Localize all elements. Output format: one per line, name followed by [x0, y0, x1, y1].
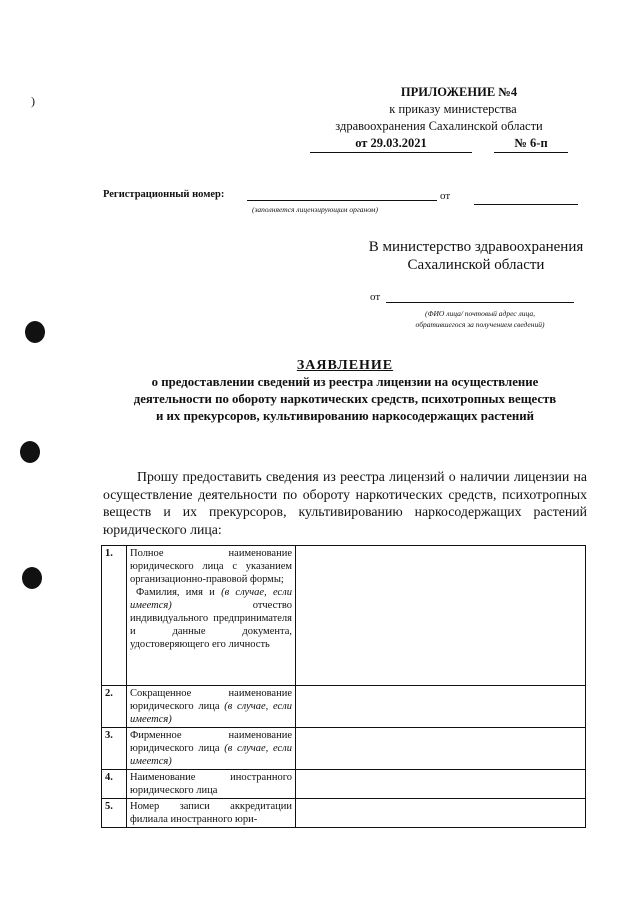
document-heading [95, 358, 595, 425]
appendix-number: № 6-п [494, 135, 568, 153]
sender-note-line1: (ФИО лица/ почтовый адрес лица, [424, 309, 536, 318]
row-value-field[interactable] [296, 728, 586, 770]
row-number: 3. [102, 728, 127, 770]
row-label-part1: Фирменное наименование юридического лица [130, 730, 292, 754]
addressee-block [366, 238, 586, 274]
table-row [102, 728, 586, 770]
heading-line3: и их прекурсоров, культивированию наркосодержащих растений [155, 409, 535, 423]
request-form-table [101, 545, 586, 828]
sender-field[interactable] [386, 302, 574, 303]
margin-mark: ) [31, 94, 35, 108]
request-paragraph: Прошу предоставить сведения из реестра лицензий о наличии лицензии на осуществление деятельности по обороту наркотических средств, психотропных веществ и их прекурсоров, культивированию наркосодержащих растений юридического лица: [103, 469, 587, 537]
row-number: 2. [102, 686, 127, 728]
heading-line1: о предоставлении сведений из реестра лицензии на осуществление [151, 375, 539, 389]
appendix-title: ПРИЛОЖЕНИЕ №4 [400, 85, 518, 99]
appendix-number-line [310, 135, 568, 153]
row-label: Номер записи аккредитации филиала иностранного юри- [127, 799, 296, 828]
table-row [102, 799, 586, 828]
row-value-field[interactable] [296, 546, 586, 686]
row-label-italic: (в случае, если имеется) [130, 743, 293, 767]
row-value-field[interactable] [296, 770, 586, 799]
punch-hole-middle [20, 441, 40, 463]
appendix-block [310, 84, 568, 153]
registration-number-field[interactable] [247, 200, 437, 201]
row-number: 4. [102, 770, 127, 799]
row-label-part1: Сокращенное наименование юридического лица [130, 688, 292, 712]
row-label-italic: (в случае, если имеется) [130, 701, 293, 725]
row-value-field[interactable] [296, 686, 586, 728]
addressee-line1: В министерство здравоохранения [368, 239, 584, 255]
sender-from-label: от [370, 291, 381, 303]
row-label-part2a: Фамилия, имя и [136, 587, 222, 598]
row-label-part2b: отчество индивидуального предпринимателя и данные документа, удостоверяющего его личность [130, 600, 292, 650]
row-label: Наименование иностранного юридического лица [127, 770, 296, 799]
table-row [102, 546, 586, 686]
row-value-field[interactable] [296, 799, 586, 828]
registration-note: (заполняется лицензирующим органом) [252, 205, 378, 214]
table-row [102, 686, 586, 728]
registration-label: Регистрационный номер: [103, 189, 225, 200]
row-label [127, 686, 296, 728]
row-label [127, 546, 296, 686]
appendix-date: от 29.03.2021 [310, 135, 472, 153]
table-row [102, 770, 586, 799]
appendix-line1: к приказу министерства [389, 102, 517, 116]
punch-hole-top [25, 321, 45, 343]
heading-line2: деятельности по обороту наркотических средств, психотропных веществ [133, 392, 557, 406]
row-number: 1. [102, 546, 127, 686]
addressee-line2: Сахалинской области [407, 257, 545, 273]
registration-from-label: от [440, 190, 451, 202]
sender-note-line2: обратившегося за получением сведений) [415, 320, 545, 329]
row-label [127, 728, 296, 770]
sender-note [380, 308, 580, 330]
row-number: 5. [102, 799, 127, 828]
document-title: ЗАЯВЛЕНИЕ [296, 358, 394, 373]
punch-hole-bottom [22, 567, 42, 589]
registration-date-field[interactable] [474, 204, 578, 205]
appendix-line2: здравоохранения Сахалинской области [335, 119, 543, 133]
row-label-part1: Полное наименование юридического лица с указанием организационно-правовой формы; [130, 548, 292, 585]
row-label-part2-italic: (в случае, если имеется) [130, 587, 292, 611]
